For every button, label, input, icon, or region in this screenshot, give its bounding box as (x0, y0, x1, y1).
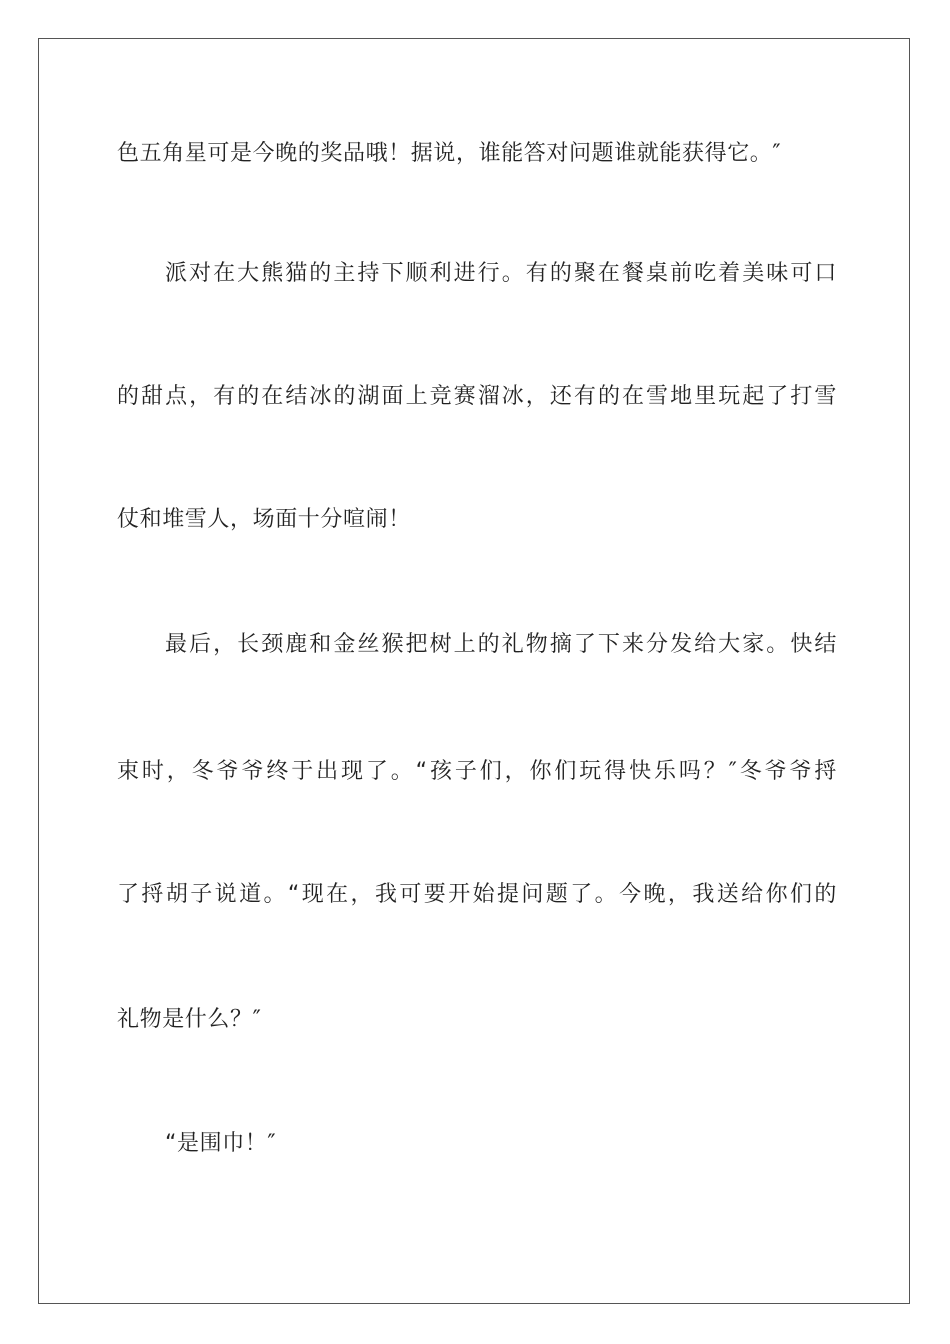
text-line-3: 的甜点，有的在结冰的湖面上竞赛溜冰，还有的在雪地里玩起了打雪 (117, 384, 837, 409)
text-line-8: 礼物是什么？″ (117, 1007, 262, 1032)
text-line-4: 仗和堆雪人，场面十分喧闹！ (117, 507, 411, 532)
text-line-6: 束时，冬爷爷终于出现了。“孩子们，你们玩得快乐吗？″冬爷爷捋 (117, 759, 837, 784)
text-line-5: 最后，长颈鹿和金丝猴把树上的礼物摘了下来分发给大家。快结 (165, 632, 837, 657)
text-line-7: 了捋胡子说道。“现在，我可要开始提问题了。今晚，我送给你们的 (117, 882, 837, 907)
page-border (38, 38, 910, 1304)
text-line-2: 派对在大熊猫的主持下顺利进行。有的聚在餐桌前吃着美味可口 (165, 261, 837, 286)
text-line-9: “是围巾！″ (165, 1131, 277, 1156)
text-line-1: 色五角星可是今晚的奖品哦！据说，谁能答对问题谁就能获得它。″ (117, 141, 782, 166)
